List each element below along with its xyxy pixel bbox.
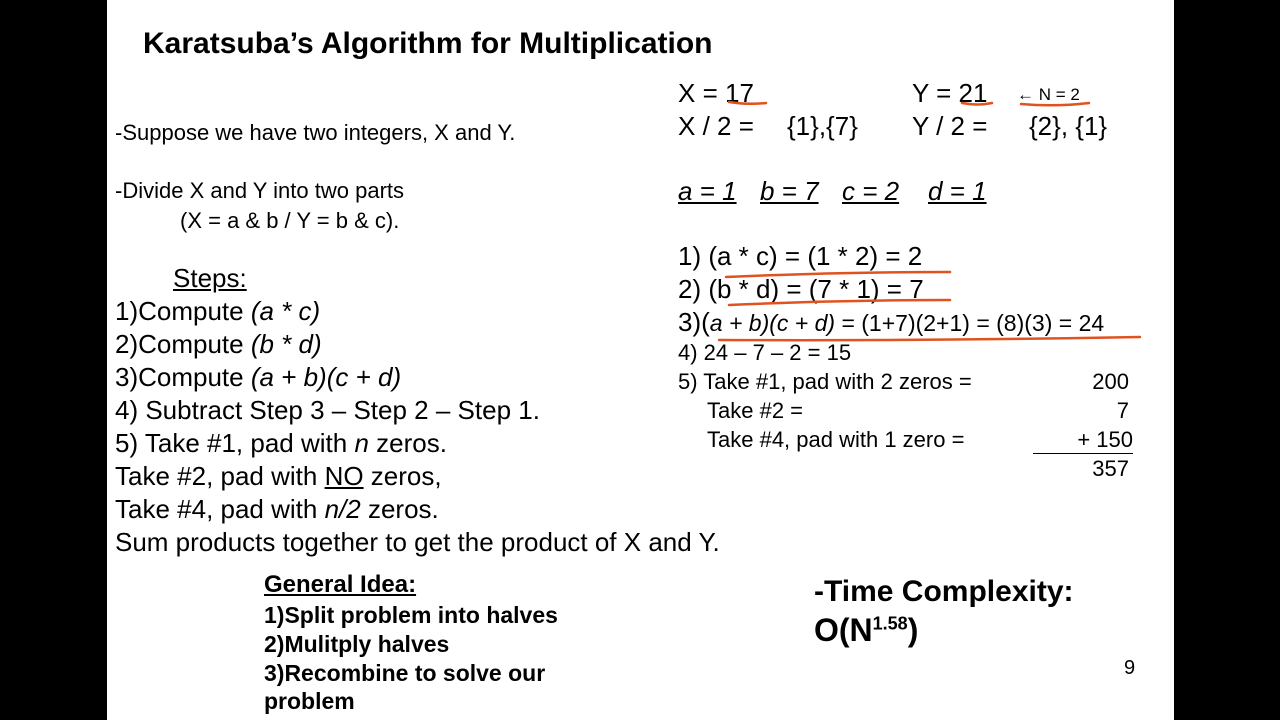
step-5-tail: zeros. [368,428,447,458]
big-o-exponent: 1.58 [872,613,908,634]
page-number: 9 [1124,657,1136,679]
var-c: c = 2 [842,176,900,206]
take-4-text: Take #4, pad with [115,494,325,524]
slide [107,0,1174,720]
step-2-prefix: 2)Compute [115,329,251,359]
time-complexity-label: -Time Complexity: [814,575,1074,608]
step-5-n: n [354,428,369,458]
big-o-text: O(N [814,612,873,648]
step-1-expr: (a * c) [250,296,321,326]
x-half-value: {1},{7} [787,111,858,141]
result-3-expr: a + b)(c + d) [709,310,836,336]
suppose-text: -Suppose we have two integers, X and Y. [115,120,516,145]
y-label: Y = [912,78,959,108]
slide-title: Karatsuba’s Algorithm for Multiplication [143,27,713,60]
result-3-rest: = (1+7)(2+1) = (8)(3) = 24 [835,310,1105,336]
result-6-label: Take #2 = [707,398,804,423]
step-3-expr: (a + b)(c + d) [250,362,402,392]
time-complexity-value [814,612,918,649]
step-5-text: 5) Take #1, pad with [115,428,355,458]
step-3 [115,362,401,393]
step-1 [115,296,320,327]
sum-text: Sum products together to get the product of X and Y. [115,527,720,557]
step-4: 4) Subtract Step 3 – Step 2 – Step 1. [115,395,540,425]
result-7-value: + 150 [1033,427,1133,454]
result-3-prefix: 3)( [678,307,710,337]
take-2 [115,461,442,492]
take-4 [115,494,439,525]
take-2-text: Take #2, pad with [115,461,325,491]
x-line [678,78,754,109]
big-o-close: ) [907,612,919,648]
step-1-prefix: 1)Compute [115,296,251,326]
var-b: b = 7 [760,176,819,206]
step-3-prefix: 3)Compute [115,362,251,392]
step-2-expr: (b * d) [250,329,322,359]
general-idea-item: 1)Split problem into halves [264,602,558,628]
y-line [912,78,987,109]
divide-detail: (X = a & b / Y = b & c). [180,208,400,233]
take-4-tail: zeros. [360,494,439,524]
var-a: a = 1 [678,176,737,206]
take-2-no: NO [324,461,364,491]
take-2-tail: zeros, [363,461,442,491]
general-idea-heading: General Idea: [264,571,417,598]
result-7-label: Take #4, pad with 1 zero = [707,427,965,452]
take-4-n2: n/2 [324,494,361,524]
divide-text: -Divide X and Y into two parts [115,178,405,203]
x-half-label: X / 2 = [678,111,754,141]
result-2: 2) (b * d) = (7 * 1) = 7 [678,274,924,304]
n-note: ← N = 2 [1017,85,1080,104]
x-value: 17 [724,78,754,108]
step-5 [115,428,447,459]
result-3 [678,307,1104,338]
result-8-value: 357 [1092,456,1129,481]
general-idea-item: 3)Recombine to solve our [264,660,546,686]
x-label: X = [678,78,725,108]
y-half-value: {2}, {1} [1029,111,1108,141]
result-4: 4) 24 – 7 – 2 = 15 [678,340,852,365]
result-5-label: 5) Take #1, pad with 2 zeros = [678,369,972,394]
var-d: d = 1 [928,176,987,206]
step-2 [115,329,322,360]
y-half-label: Y / 2 = [912,111,988,141]
general-idea-item: problem [264,688,355,714]
y-value: 21 [958,78,988,108]
result-1: 1) (a * c) = (1 * 2) = 2 [678,241,923,271]
result-5-value: 200 [1092,369,1129,394]
result-6-value: 7 [1116,398,1129,423]
general-idea-item: 2)Mulitply halves [264,631,450,657]
steps-heading: Steps: [173,263,247,293]
